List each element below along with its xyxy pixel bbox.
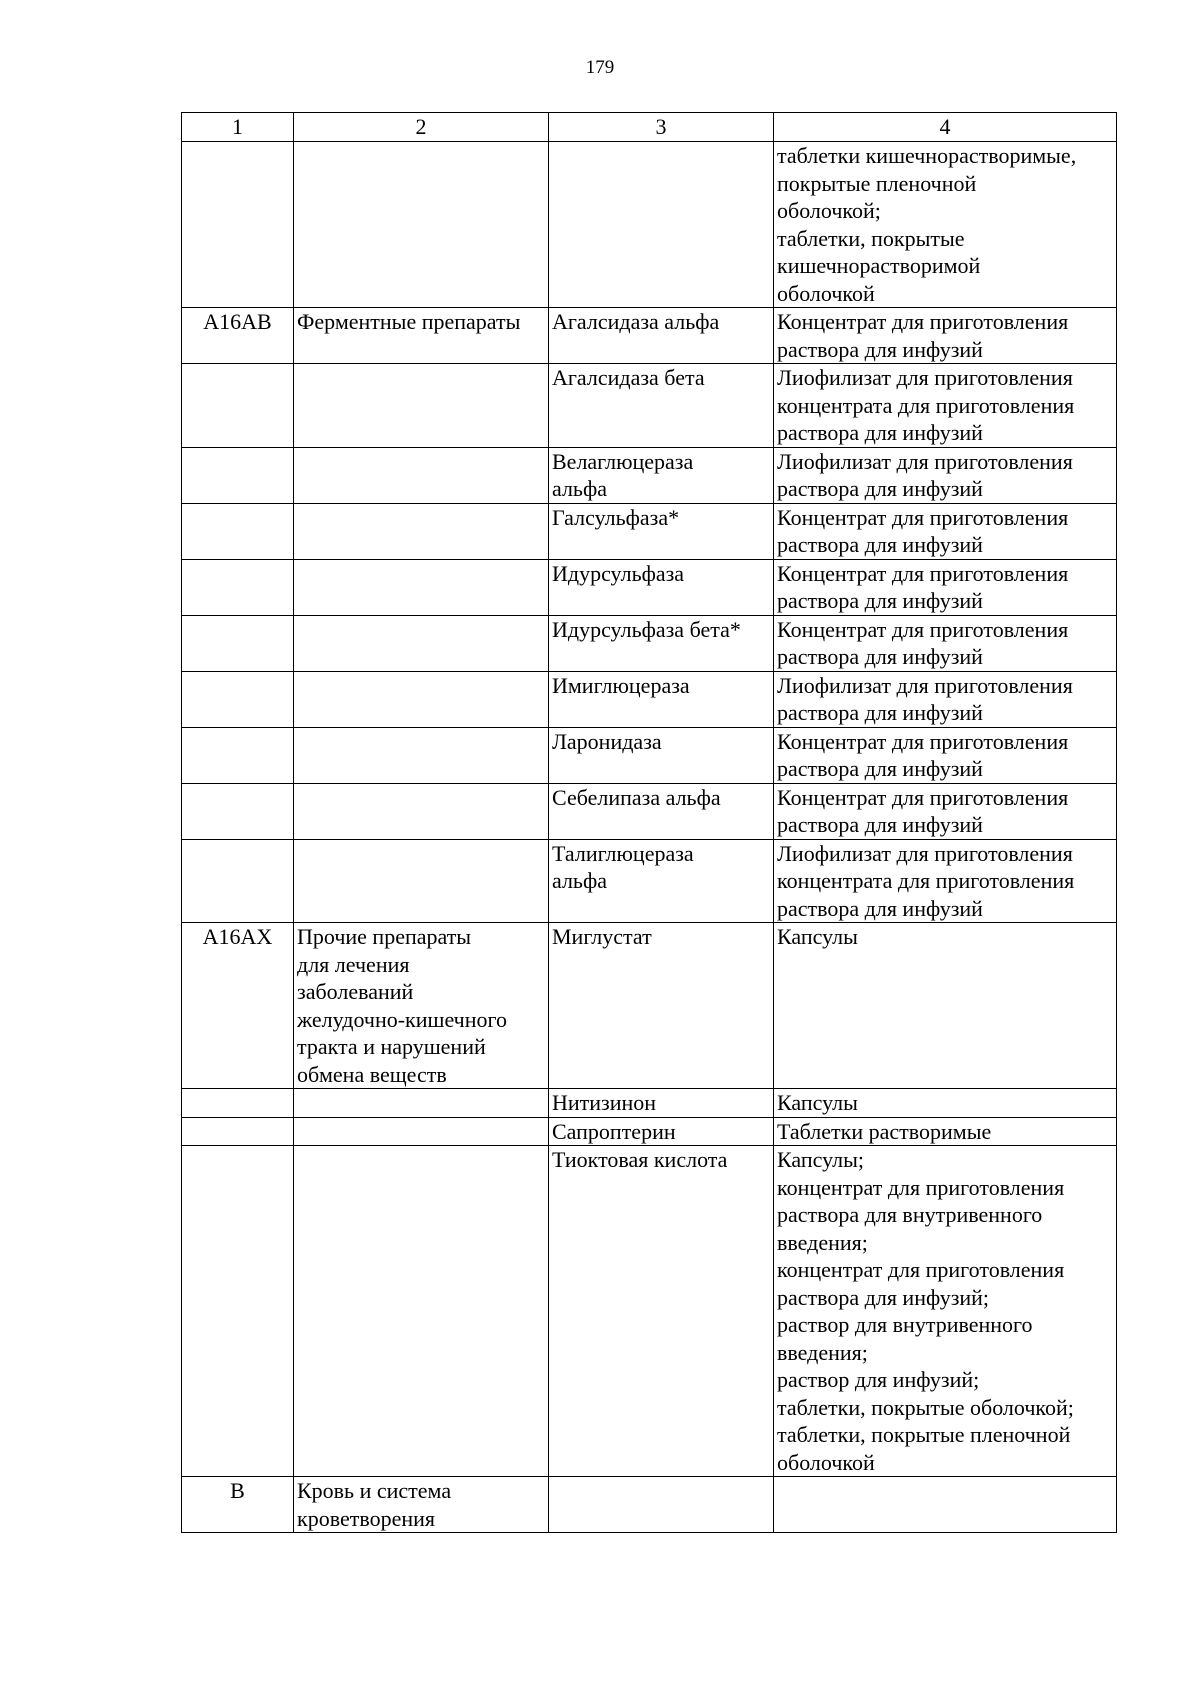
- cell-text-line: Лиофилизат для приготовления: [777, 448, 1073, 474]
- cell-text-line: Талиглюцераза: [552, 840, 694, 866]
- group-name-cell: [294, 783, 549, 839]
- cell-text-line: Агалсидаза бета: [552, 365, 705, 390]
- drug-name-cell: [549, 559, 774, 615]
- cell-text-line: раствора для инфузий: [777, 812, 983, 837]
- cell-text-line: раствора для инфузий: [777, 756, 983, 781]
- cell-text-line: раствор для внутривенного: [777, 1312, 1033, 1337]
- drug-name-cell: [549, 615, 774, 671]
- cell-text-line: концентрат для приготовления: [777, 1174, 1065, 1200]
- cell-text-line: желудочно-кишечного: [297, 1006, 507, 1032]
- column-header-2: 2: [294, 113, 549, 142]
- dosage-form-cell: [774, 447, 1117, 503]
- drug-name-cell: [549, 923, 774, 1089]
- cell-text-line: раствора для инфузий: [777, 336, 983, 362]
- dosage-form-cell: [774, 839, 1117, 923]
- cell-text-line: Кровь и система: [297, 1478, 452, 1503]
- cell-text-line: Нитизинон: [552, 1090, 657, 1115]
- cell-text-line: раствора для инфузий: [777, 700, 983, 725]
- cell-text-line: Ферментные препараты: [297, 309, 521, 334]
- cell-text-line: раствора для инфузий: [777, 895, 983, 921]
- cell-text-line: оболочкой: [777, 280, 875, 306]
- drug-name-cell: [549, 308, 774, 364]
- drug-name-cell: [549, 503, 774, 559]
- drug-name-cell: [549, 1089, 774, 1118]
- group-name-cell: [294, 615, 549, 671]
- group-name-cell: [294, 1117, 549, 1146]
- table-row: [182, 142, 1117, 308]
- cell-text-line: таблетки, покрытые: [777, 225, 965, 251]
- cell-text-line: раствора для инфузий: [777, 476, 983, 501]
- drug-name-cell: [549, 727, 774, 783]
- cell-text-line: концентрат для приготовления: [777, 1257, 1065, 1282]
- atc-code-cell: B: [182, 1477, 294, 1533]
- group-name-cell: [294, 142, 549, 308]
- column-header-4: 4: [774, 113, 1117, 142]
- table-row: [182, 503, 1117, 559]
- table-row: [182, 1477, 1117, 1533]
- cell-text-line: раствора для инфузий: [777, 532, 983, 557]
- cell-text-line: Ларонидаза: [552, 728, 662, 754]
- cell-text-line: Капсулы: [777, 924, 858, 949]
- table-row: [182, 839, 1117, 923]
- drug-name-cell: [549, 142, 774, 308]
- column-header-1: 1: [182, 113, 294, 142]
- table-row: [182, 364, 1117, 448]
- page-number: 179: [585, 57, 615, 78]
- drug-name-cell: [549, 1146, 774, 1477]
- table-row: [182, 308, 1117, 364]
- group-name-cell: [294, 503, 549, 559]
- dosage-form-cell: [774, 727, 1117, 783]
- cell-text-line: альфа: [552, 476, 607, 501]
- cell-text-line: заболеваний: [297, 979, 414, 1004]
- table-row: [182, 671, 1117, 727]
- cell-text-line: Концентрат для приготовления: [777, 504, 1069, 530]
- atc-code-cell: [182, 1146, 294, 1477]
- table-row: [182, 1089, 1117, 1118]
- cell-text-line: раствора для инфузий: [777, 644, 983, 669]
- table-header-row: [182, 113, 1117, 142]
- dosage-form-cell: [774, 783, 1117, 839]
- atc-code-cell: [182, 364, 294, 448]
- group-name-cell: [294, 671, 549, 727]
- dosage-form-cell: [774, 1089, 1117, 1118]
- atc-code-cell: [182, 671, 294, 727]
- dosage-form-cell: [774, 1117, 1117, 1146]
- cell-text-line: Идурсульфаза: [552, 560, 685, 586]
- cell-text-line: раствор для инфузий;: [777, 1367, 980, 1392]
- dosage-form-cell: [774, 142, 1117, 308]
- drug-name-cell: [549, 447, 774, 503]
- cell-text-line: введения;: [777, 1339, 868, 1365]
- table-row: [182, 923, 1117, 1089]
- group-name-cell: [294, 364, 549, 448]
- cell-text-line: Прочие препараты: [297, 924, 472, 949]
- table-body: [182, 142, 1117, 1533]
- group-name-cell: [294, 308, 549, 364]
- cell-text-line: Себелипаза альфа: [552, 784, 721, 810]
- cell-text-line: Концентрат для приготовления: [777, 784, 1069, 810]
- cell-text-line: Концентрат для приготовления: [777, 309, 1069, 334]
- cell-text-line: Капсулы;: [777, 1147, 865, 1172]
- group-name-cell: [294, 1477, 549, 1533]
- atc-code-cell: [182, 447, 294, 503]
- group-name-cell: [294, 727, 549, 783]
- drug-name-cell: [549, 1477, 774, 1533]
- dosage-form-cell: [774, 1477, 1117, 1533]
- dosage-form-cell: [774, 923, 1117, 1089]
- cell-text-line: Сапроптерин: [552, 1118, 676, 1144]
- dosage-form-cell: [774, 671, 1117, 727]
- cell-text-line: раствора для инфузий: [777, 588, 983, 613]
- cell-text-line: Лиофилизат для приготовления: [777, 840, 1073, 866]
- cell-text-line: кроветворения: [297, 1505, 435, 1531]
- dosage-form-cell: [774, 1146, 1117, 1477]
- dosage-form-cell: [774, 615, 1117, 671]
- table-row: [182, 559, 1117, 615]
- table-row: [182, 1117, 1117, 1146]
- column-header-3: 3: [549, 113, 774, 142]
- cell-text-line: таблетки кишечнорастворимые,: [777, 143, 1077, 168]
- cell-text-line: Таблетки растворимые: [777, 1118, 992, 1144]
- cell-text-line: тракта и нарушений: [297, 1034, 486, 1059]
- cell-text-line: раствора для внутривенного: [777, 1202, 1043, 1227]
- cell-text-line: Лиофилизат для приготовления: [777, 365, 1073, 390]
- cell-text-line: Концентрат для приготовления: [777, 616, 1069, 642]
- table-row: [182, 447, 1117, 503]
- cell-text-line: Имиглюцераза: [552, 672, 690, 698]
- group-name-cell: [294, 1089, 549, 1118]
- cell-text-line: Галсульфаза*: [552, 504, 680, 530]
- dosage-form-cell: [774, 559, 1117, 615]
- group-name-cell: [294, 447, 549, 503]
- cell-text-line: Концентрат для приготовления: [777, 560, 1069, 586]
- drug-name-cell: [549, 839, 774, 923]
- dosage-form-cell: [774, 503, 1117, 559]
- cell-text-line: таблетки, покрытые пленочной: [777, 1422, 1071, 1447]
- cell-text-line: для лечения: [297, 951, 410, 977]
- table-row: [182, 783, 1117, 839]
- atc-code-cell: [182, 1117, 294, 1146]
- atc-code-cell: [182, 783, 294, 839]
- atc-code-cell: [182, 142, 294, 308]
- table-row: [182, 615, 1117, 671]
- atc-code-cell: [182, 559, 294, 615]
- table-row: [182, 727, 1117, 783]
- cell-text-line: обмена веществ: [297, 1061, 447, 1087]
- atc-code-cell: [182, 727, 294, 783]
- atc-code-cell: [182, 615, 294, 671]
- cell-text-line: Капсулы: [777, 1090, 858, 1115]
- dosage-form-cell: [774, 364, 1117, 448]
- cell-text-line: Концентрат для приготовления: [777, 728, 1069, 754]
- cell-text-line: таблетки, покрытые оболочкой;: [777, 1394, 1074, 1420]
- cell-text-line: кишечнорастворимой: [777, 253, 981, 278]
- group-name-cell: [294, 559, 549, 615]
- atc-code-cell: [182, 503, 294, 559]
- atc-code-cell: A16AX: [182, 923, 294, 1089]
- atc-code-cell: [182, 839, 294, 923]
- dosage-form-cell: [774, 308, 1117, 364]
- cell-text-line: покрытые пленочной: [777, 170, 977, 196]
- cell-text-line: Лиофилизат для приготовления: [777, 672, 1073, 698]
- drug-name-cell: [549, 671, 774, 727]
- group-name-cell: [294, 1146, 549, 1477]
- cell-text-line: Агалсидаза альфа: [552, 309, 720, 334]
- cell-text-line: введения;: [777, 1229, 868, 1255]
- table-row: [182, 1146, 1117, 1477]
- cell-text-line: раствора для инфузий: [777, 420, 983, 445]
- cell-text-line: концентрата для приготовления: [777, 392, 1075, 418]
- atc-code-cell: [182, 1089, 294, 1118]
- drug-name-cell: [549, 364, 774, 448]
- cell-text-line: оболочкой: [777, 1449, 875, 1475]
- cell-text-line: Тиоктовая кислота: [552, 1147, 728, 1172]
- cell-text-line: раствора для инфузий;: [777, 1284, 990, 1310]
- cell-text-line: альфа: [552, 868, 607, 893]
- group-name-cell: [294, 923, 549, 1089]
- cell-text-line: Велаглюцераза: [552, 448, 694, 474]
- drug-table: [181, 112, 1117, 1533]
- cell-text-line: Идурсульфаза бета*: [552, 616, 741, 642]
- cell-text-line: концентрата для приготовления: [777, 868, 1075, 893]
- drug-name-cell: [549, 1117, 774, 1146]
- cell-text-line: оболочкой;: [777, 198, 881, 223]
- drug-name-cell: [549, 783, 774, 839]
- atc-code-cell: A16AB: [182, 308, 294, 364]
- group-name-cell: [294, 839, 549, 923]
- cell-text-line: Миглустат: [552, 924, 652, 949]
